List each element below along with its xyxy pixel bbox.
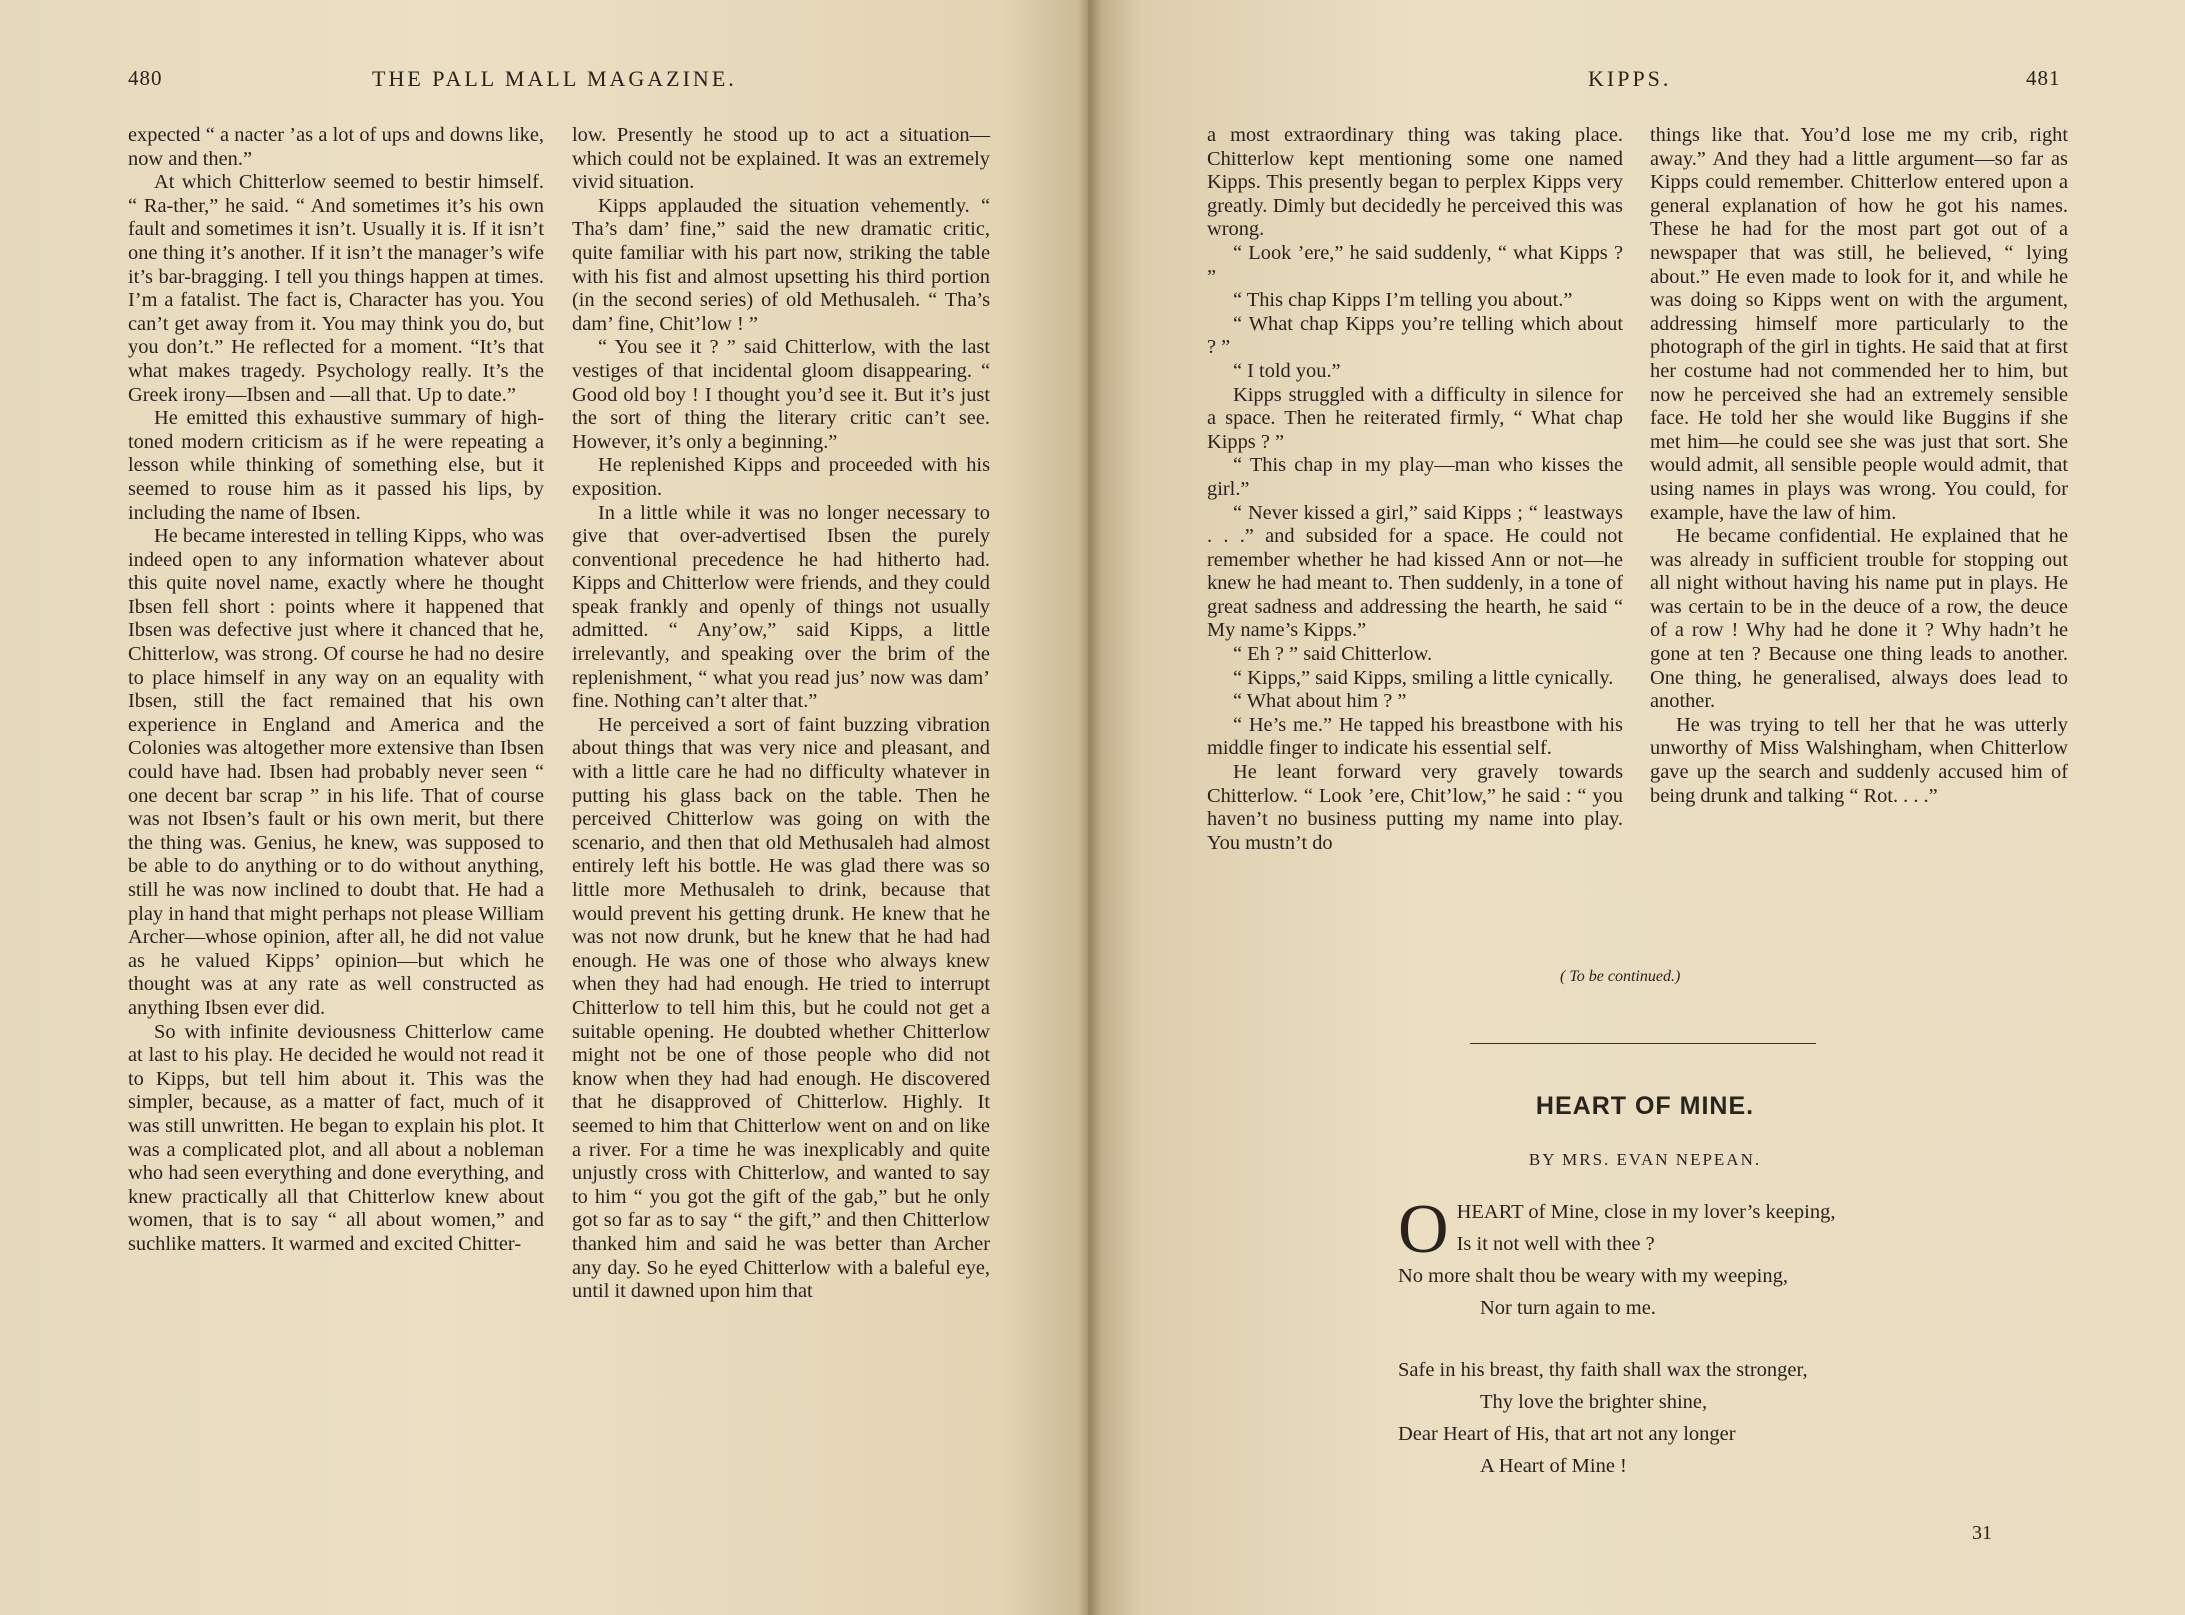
paragraph: Kipps struggled with a difficulty in silence for a space. Then he reiterated firmly, “ What chap Kipps ? ”	[1207, 383, 1623, 453]
paragraph: “ Kipps,” said Kipps, smiling a little cynically.	[1233, 666, 1614, 689]
poem-stanza	[1398, 1191, 1998, 1324]
paragraph: In a little while it was no longer necessary to give that over-advertised Ibsen the purely conventional precedence he had hitherto had. Kipps and Chitterlow were friends, and they could speak frankly and openly of things not usually admitted. “ Any’ow,” said Kipps, a little irrelevantly, and speaking over the brim of the replenishment, “ what you read jus’ now was dam’ fine. Nothing can’t alter that.”	[572, 501, 990, 713]
running-head-right: KIPPS.	[1588, 66, 1672, 91]
paragraph: a most extraordinary thing was taking place. Chitterlow kept mentioning some one named Kipps. This presently began to perplex Kipps very greatly. Dimly but decidedly he perceived this was wrong.	[1207, 124, 1623, 241]
poem-line: Thy love the brighter shine,	[1480, 1391, 1708, 1413]
poem-stanza	[1398, 1354, 1998, 1482]
paragraph: So with infinite deviousness Chitterlow came at last to his play. He decided he would not read it to Kipps, but tell him about it. This was the simpler, because, as a matter of fact, much of it was still unwritten. He began to explain his plot. It was a complicated plot, and all about a nobleman who had seen everything and done everything, and knew practically all that Chitterlow knew about women, that is to say “ all about women,” and suchlike matters. It warmed and excited Chitter-	[128, 1020, 544, 1255]
poem-line: Dear Heart of His, that art not any longer	[1398, 1423, 1736, 1445]
poem-title: HEART OF MINE.	[1535, 1092, 1755, 1120]
paragraph: “ Eh ? ” said Chitterlow.	[1233, 643, 1433, 666]
right-column-1	[1207, 124, 1623, 855]
drop-cap: O	[1398, 1191, 1449, 1268]
paragraph: He perceived a sort of faint buzzing vibration about things that was very nice and pleasant, and with a little care he had no difficulty whatever in putting his glass back on the table. Then he perceived Chitterlow was going on with the scenario, and then that old Methusaleh had almost entirely left his bottle. He was glad there was so little more Methusaleh to drink, because that would prevent his getting drunk. He knew that he was not now drunk, but he knew that he had had enough. He was one of those who always knew when they had had enough. He tried to interrupt Chitterlow to tell him this, but he could not get a suitable opening. He doubted whether Chitterlow might not be one of those people who did not know when they had had enough. He discovered that he disapproved of Chitterlow. Highly. It seemed to him that Chitterlow went on and on like a river. For a time he was inexplicably and quite unjustly cross with Chitterlow, and wanted to say to him “ you got the gift of the gab,” but he only got so far as to say “ the gift,” and then Chitterlow thanked him and said he was better than Archer any day. So he eyed Chitterlow with a baleful eye, until it dawned upon him that	[572, 713, 990, 1303]
paragraph: He became confidential. He explained that he was already in sufficient trouble for stopping out all night without having his name put in plays. He was certain to be in the deuce of a row, the deuce of a row ! Why had he done it ? Why hadn’t he gone at ten ? Because one thing leads to another. One thing, he generalised, always does lead to another.	[1650, 525, 2068, 713]
paragraph: He leant forward very gravely towards Chitterlow. “ Look ’ere, Chit’low,” he said : “ you haven’t no business putting my name into play. You mustn’t do	[1207, 761, 1623, 854]
to-be-continued: ( To be continued.)	[1560, 968, 1681, 985]
section-divider-rule	[1470, 1043, 1816, 1044]
poem-body	[1398, 1191, 1998, 1512]
poem-line: A Heart of Mine !	[1480, 1455, 1627, 1477]
paragraph: At which Chitterlow seemed to bestir himself. “ Ra-ther,” he said. “ And sometimes it’s his own fault and sometimes it isn’t. Usually it is. If it isn’t one thing it’s another. If it isn’t the manager’s wife it’s bar-bragging. I tell you things happen at times. I’m a fatalist. The fact is, Character has you. You can’t get away from it. You may think you do, but you don’t.” He reflected for a moment. “It’s that what makes tragedy. Psychology really. It’s the Greek irony—Ibsen and —all that. Up to date.”	[128, 171, 544, 406]
left-column-1	[128, 124, 544, 1257]
poem-line: HEART of Mine, close in my lover’s keeping,	[1456, 1201, 1836, 1223]
right-column-2	[1650, 124, 2068, 808]
paragraph: things like that. You’d lose me my crib, right away.” And they had a little argument—so far as Kipps could remember. Chitterlow entered upon a general explanation of how he got his names. These he had for the most part got out of a newspaper that was still, he believed, “ lying about.” He even made to look for it, and while he was doing so Kipps went on with the argument, addressing himself more particularly to the photograph of the girl in tights. He said that at first her costume had not commended her to him, but now he perceived she had an extremely sensible face. He told her she would like Buggins if she met him—he could see she was just that sort. She would admit, all sensible people would admit, that using names in plays was wrong. You could, for example, have the law of him.	[1650, 124, 2068, 524]
paragraph: “ He’s me.” He tapped his breastbone with his middle finger to indicate his essential self.	[1207, 713, 1623, 760]
poem-line: Nor turn again to me.	[1480, 1297, 1656, 1319]
paragraph: Kipps applauded the situation vehemently. “ Tha’s dam’ fine,” said the new dramatic critic, quite familiar with his part now, striking the table with his fist and almost upsetting his third portion (in the second series) of old Methusaleh. “ Tha’s dam’ fine, Chit’low ! ”	[572, 194, 990, 335]
left-page	[0, 0, 1088, 1615]
paragraph: He emitted this exhaustive summary of high-toned modern criticism as if he were repeating a lesson while thinking of something else, but it seemed to rouse him as it passed his lips, by including the name of Ibsen.	[128, 407, 544, 524]
paragraph: He was trying to tell her that he was utterly unworthy of Miss Walshingham, when Chitterlow gave up the search and suddenly accused him of being drunk and talking “ Rot. . . .”	[1650, 713, 2068, 807]
poem-author: BY MRS. EVAN NEPEAN.	[1528, 1150, 1762, 1169]
page-number-right: 481	[2026, 66, 2061, 90]
paragraph: “ Never kissed a girl,” said Kipps ; “ leastways . . .” and subsided for a space. He could not remember whether he had kissed Ann or not—he knew he had meant to. Then suddenly, in a tone of great sadness and addressing the hearth, he said “ My name’s Kipps.”	[1207, 501, 1623, 642]
left-column-2	[572, 124, 990, 1304]
poem-line: Safe in his breast, thy faith shall wax the stronger,	[1398, 1359, 1808, 1381]
paragraph: He became interested in telling Kipps, who was indeed open to any information whatever about this quite novel name, exactly where he thought Ibsen fell short : points where it happened that Ibsen was defective just where it chanced that he, Chitterlow, was strong. Of course he had no desire to place himself in any way on an equality with Ibsen, still the fact remained that his own experience in England and America and the Colonies was altogether more extensive than Ibsen could have had. Ibsen had probably never seen “ one decent bar scrap ” in his life. That of course was not Ibsen’s fault or his own merit, but there the thing was. Genius, he knew, was supposed to be able to do anything or to do without anything, still he was now inclined to doubt that. He had a play in hand that might perhaps not please William Archer—whose opinion, after all, he did not value as he valued Kipps’ opinion—but which he thought was at any rate as well constructed as anything Ibsen ever did.	[128, 525, 544, 1019]
poem-line: No more shalt thou be weary with my weeping,	[1398, 1265, 1788, 1287]
paragraph: “ I told you.”	[1233, 359, 1341, 382]
running-head-left: THE PALL MALL MAGAZINE.	[372, 66, 737, 91]
paragraph: “ You see it ? ” said Chitterlow, with the last vestiges of that incidental gloom disappearing. “ Good old boy ! I thought you’d see it. But it’s just the sort of thing the literary critic can’t see. However, it’s only a beginning.”	[572, 336, 990, 453]
book-gutter	[1078, 0, 1102, 1615]
page-number-left: 480	[128, 66, 163, 90]
paragraph: He replenished Kipps and proceeded with his exposition.	[572, 454, 990, 500]
paragraph: “ This chap in my play—man who kisses the girl.”	[1207, 454, 1623, 500]
paragraph: “ What about him ? ”	[1233, 690, 1407, 713]
paragraph: “ Look ’ere,” he said suddenly, “ what Kipps ? ”	[1207, 241, 1623, 288]
paragraph: expected “ a nacter ’as a lot of ups and downs like, now and then.”	[128, 124, 544, 170]
paragraph: low. Presently he stood up to act a situation—which could not be explained. It was an extremely vivid situation.	[572, 124, 990, 194]
signature-mark: 31	[1972, 1522, 1992, 1544]
paragraph: “ This chap Kipps I’m telling you about.”	[1233, 289, 1573, 312]
poem-line: Is it not well with thee ?	[1456, 1233, 1655, 1255]
paragraph: “ What chap Kipps you’re telling which about ? ”	[1207, 312, 1623, 359]
